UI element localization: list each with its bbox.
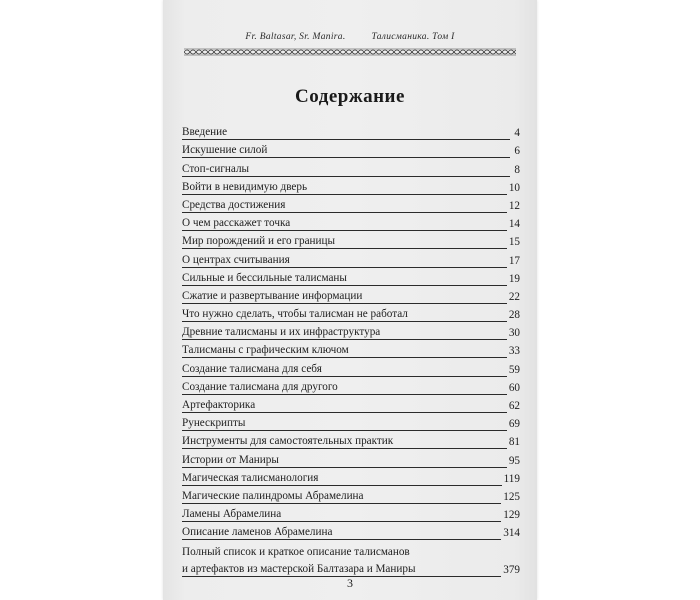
- toc-entry-title: О центрах считывания: [182, 253, 290, 266]
- toc-entry-title: Создание талисмана для себя: [182, 362, 322, 375]
- toc-entry-title: Сильные и бессильные талисманы: [182, 271, 347, 284]
- toc-entry: [182, 522, 520, 540]
- ornamental-rule: [184, 48, 516, 56]
- toc-entry: [182, 122, 520, 140]
- toc-entry-title: Введение: [182, 126, 228, 139]
- toc-entry-page: 15: [508, 236, 520, 249]
- toc-entry-page: 17: [508, 254, 520, 267]
- toc-leader-line: [362, 302, 507, 304]
- toc-leader-line: [335, 247, 507, 249]
- toc-leader-line: [290, 229, 507, 231]
- toc-entry-page: 30: [508, 327, 520, 340]
- toc-entry-title: Магическая талисманология: [182, 471, 319, 484]
- toc-entry-title: Искушение силой: [182, 144, 268, 157]
- toc-entry: [182, 304, 520, 322]
- toc-entry-title: Инструменты для самостоятельных практик: [182, 435, 394, 448]
- toc-entry-title: Войти в невидимую дверь: [182, 180, 308, 193]
- toc-leader-line: [364, 502, 502, 504]
- toc-entry: [182, 540, 520, 558]
- toc-entry-title: Ламены Абрамелина: [182, 508, 282, 521]
- running-head-authors: Fr. Baltasar, Sr. Manira.: [245, 32, 346, 42]
- toc-entry: [182, 231, 520, 249]
- toc-entry-page: 33: [508, 345, 520, 358]
- toc-entry-title: Создание талисмана для другого: [182, 380, 338, 393]
- toc-entry-title: Древние талисманы и их инфраструктура: [182, 326, 381, 339]
- toc-leader-line: [408, 320, 507, 322]
- toc-entry-title: Мир порождений и его границы: [182, 235, 336, 248]
- toc-entry-title: О чем расскажет точка: [182, 217, 291, 230]
- toc-entry-title: Что нужно сделать, чтобы талисман не работал: [182, 308, 408, 321]
- toc-entry-title: Стоп-сигналы: [182, 162, 250, 175]
- book-page: [163, 0, 537, 600]
- toc-entry-page: 62: [508, 400, 520, 412]
- page-number: 3: [347, 576, 353, 590]
- toc-entry-page: 8: [514, 163, 520, 176]
- toc-leader-line: [393, 447, 507, 449]
- table-of-contents: [182, 122, 520, 577]
- toc-entry: [182, 486, 520, 504]
- toc-entry-page: 59: [508, 363, 520, 376]
- toc-entry: [182, 377, 520, 395]
- toc-leader-line: [322, 375, 507, 377]
- toc-entry: [182, 449, 520, 467]
- toc-leader-line: [290, 266, 507, 268]
- toc-entry: [182, 286, 520, 304]
- toc-entry: [182, 395, 520, 413]
- toc-leader-line: [349, 356, 507, 358]
- toc-entry-page: 125: [503, 490, 520, 503]
- toc-heading: Содержание: [295, 86, 405, 107]
- toc-leader-line: [347, 284, 507, 286]
- toc-entry-page: 314: [503, 527, 520, 540]
- toc-leader-line: [281, 520, 501, 522]
- toc-entry-continuation: [182, 559, 520, 577]
- toc-leader-line: [227, 138, 510, 140]
- toc-entry-page: 12: [508, 199, 520, 212]
- toc-entry-page: 81: [508, 436, 520, 449]
- toc-entry: [182, 431, 520, 449]
- toc-entry: [182, 468, 520, 486]
- toc-leader-line: [249, 175, 510, 177]
- toc-entry-title: Талисманы с графическим ключом: [182, 344, 349, 357]
- toc-leader-line: [285, 211, 506, 213]
- running-head: [163, 32, 537, 46]
- toc-entry-title: Магические палиндромы Абрамелина: [182, 489, 364, 502]
- toc-entry-title: Средства достижения: [182, 198, 286, 211]
- toc-entry: [182, 140, 520, 158]
- toc-leader-line: [338, 393, 507, 395]
- toc-entry-title: Артефакторика: [182, 399, 256, 411]
- toc-leader-line: [380, 338, 507, 340]
- toc-entry-title: Рунескрипты: [182, 417, 246, 430]
- toc-entry-page: 129: [503, 509, 520, 522]
- toc-entry-title: и артефактов из мастерской Балтазара и Маниры: [182, 562, 416, 575]
- toc-entry-page: 95: [508, 454, 520, 467]
- toc-entry: [182, 213, 520, 231]
- toc-entry-page: 119: [503, 472, 520, 485]
- toc-entry-page: 6: [514, 145, 520, 158]
- toc-leader-line: [245, 429, 506, 431]
- toc-entry-page: 69: [508, 418, 520, 431]
- toc-leader-line: [255, 411, 507, 413]
- toc-entry-page: 19: [508, 272, 520, 285]
- toc-entry: [182, 340, 520, 358]
- toc-entry: [182, 177, 520, 195]
- toc-leader-line: [307, 193, 507, 195]
- toc-entry: [182, 249, 520, 267]
- toc-entry: [182, 504, 520, 522]
- toc-leader-line: [318, 484, 501, 486]
- toc-entry-page: 379: [503, 563, 520, 576]
- toc-entry: [182, 322, 520, 340]
- toc-entry-page: 14: [508, 218, 520, 231]
- toc-entry: [182, 358, 520, 376]
- toc-leader-line: [267, 156, 510, 158]
- toc-entry-title: Сжатие и развертывание информации: [182, 289, 363, 302]
- toc-entry-title: Полный список и краткое описание талисманов: [182, 545, 410, 558]
- toc-leader-line: [332, 538, 501, 540]
- toc-entry-page: 4: [514, 127, 520, 140]
- toc-entry-page: 10: [508, 181, 520, 194]
- toc-leader-line: [279, 466, 507, 468]
- toc-entry: [182, 413, 520, 431]
- toc-entry-page: 60: [508, 381, 520, 394]
- toc-entry-page: 22: [508, 290, 520, 303]
- toc-entry: [182, 268, 520, 286]
- toc-entry: [182, 195, 520, 213]
- toc-entry: [182, 158, 520, 176]
- toc-entry-title: Истории от Маниры: [182, 453, 279, 466]
- running-head-book-title: Талисманика. Том I: [371, 32, 455, 42]
- toc-entry-title: Описание ламенов Абрамелина: [182, 526, 333, 539]
- toc-entry-page: 28: [508, 309, 520, 322]
